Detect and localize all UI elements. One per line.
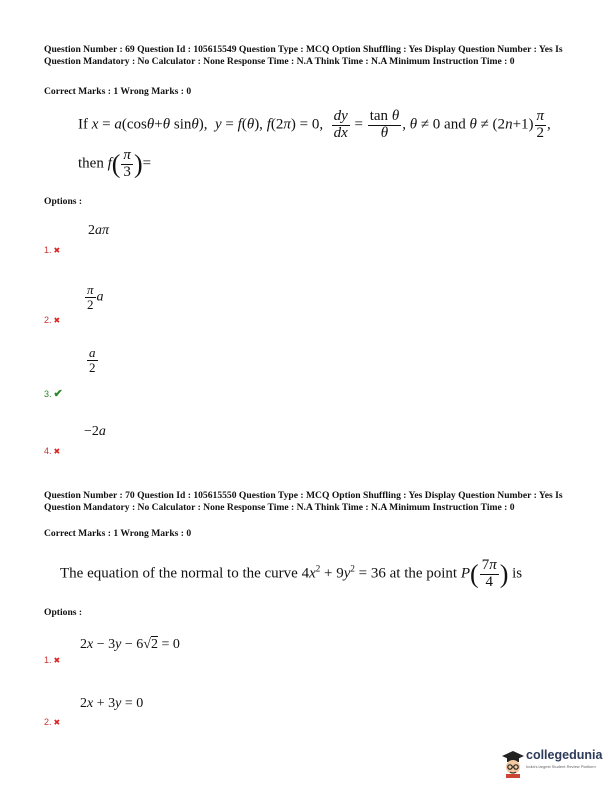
q69-option-3-value: $\frac{a}{2}$ [89,345,96,375]
q69-option-2: 2. ✖ [44,315,61,325]
cross-icon: ✖ [53,447,61,456]
q69-option-2-value: $\frac{\pi}{2}$ a [87,282,104,312]
q69-option-1: 1. ✖ [44,245,61,255]
cross-icon: ✖ [53,246,61,255]
q69-header: Question Number : 69 Question Id : 105615549 Question Type : MCQ Option Shuffling : Yes Display Question Number : Yes Is Question Mandatory : No Calculator : None Response Time : N.A Think Time : N.A Minimum Instruction Time : 0 [44,44,563,67]
q70-option-1-value: 2x − 3y − 6√2 = 0 [80,637,180,652]
q70-option-2-value: 2x + 3y = 0 [80,696,144,711]
q70-options-label: Options : [44,607,83,618]
cross-icon: ✖ [53,656,61,665]
graduate-mascot-icon [500,748,526,778]
q69-stem-then: then f( $\frac{\pi}{3}$ )= [78,147,152,180]
cross-icon: ✖ [53,316,61,325]
q70-stem-tail: is [512,565,523,582]
q70-header: Question Number : 70 Question Id : 105615550 Question Type : MCQ Option Shuffling : Yes Display Question Number : Yes Is Question Mandatory : No Calculator : None Response Time : N.A Think Time : N.A Minimum Instruction Time : 0 [44,490,563,513]
check-icon: ✔ [53,388,63,400]
q70-stem: The equation of the normal to the curve $4x^2 + 9y^2 = 36$ at the point P( $\frac{7\pi}{4}$ ) is [60,557,523,590]
q69-option-4-value: −2a [84,424,106,439]
q69-option-1-value: 2aπ [88,223,110,238]
q70-option-2: 2. ✖ [44,717,61,727]
q69-option-4: 4. ✖ [44,446,61,456]
logo-name: collegedunia [526,748,603,762]
q69-option-3: 3. ✔ [44,388,63,400]
collegedunia-logo[interactable] [500,748,610,778]
q69-marks: Correct Marks : 1 Wrong Marks : 0 [44,86,192,97]
logo-tagline: India's largest Student Review Platform [526,764,596,769]
q70-stem-text: The equation of the normal to the curve [60,565,298,582]
cross-icon: ✖ [53,718,61,727]
q70-option-1: 1. ✖ [44,655,61,665]
q69-stem: If x = a(cosθ+θ sinθ), y = f(θ), f(2π) = 0, $\frac{dy}{dx}$ = $\frac{\text{tan θ}}{\theta}$ , θ ≠ 0 and θ ≠ (2n+1) $\frac{\pi}{2}$ , [78,108,551,141]
q69-options-label: Options : [44,196,83,207]
q70-marks: Correct Marks : 1 Wrong Marks : 0 [44,528,192,539]
